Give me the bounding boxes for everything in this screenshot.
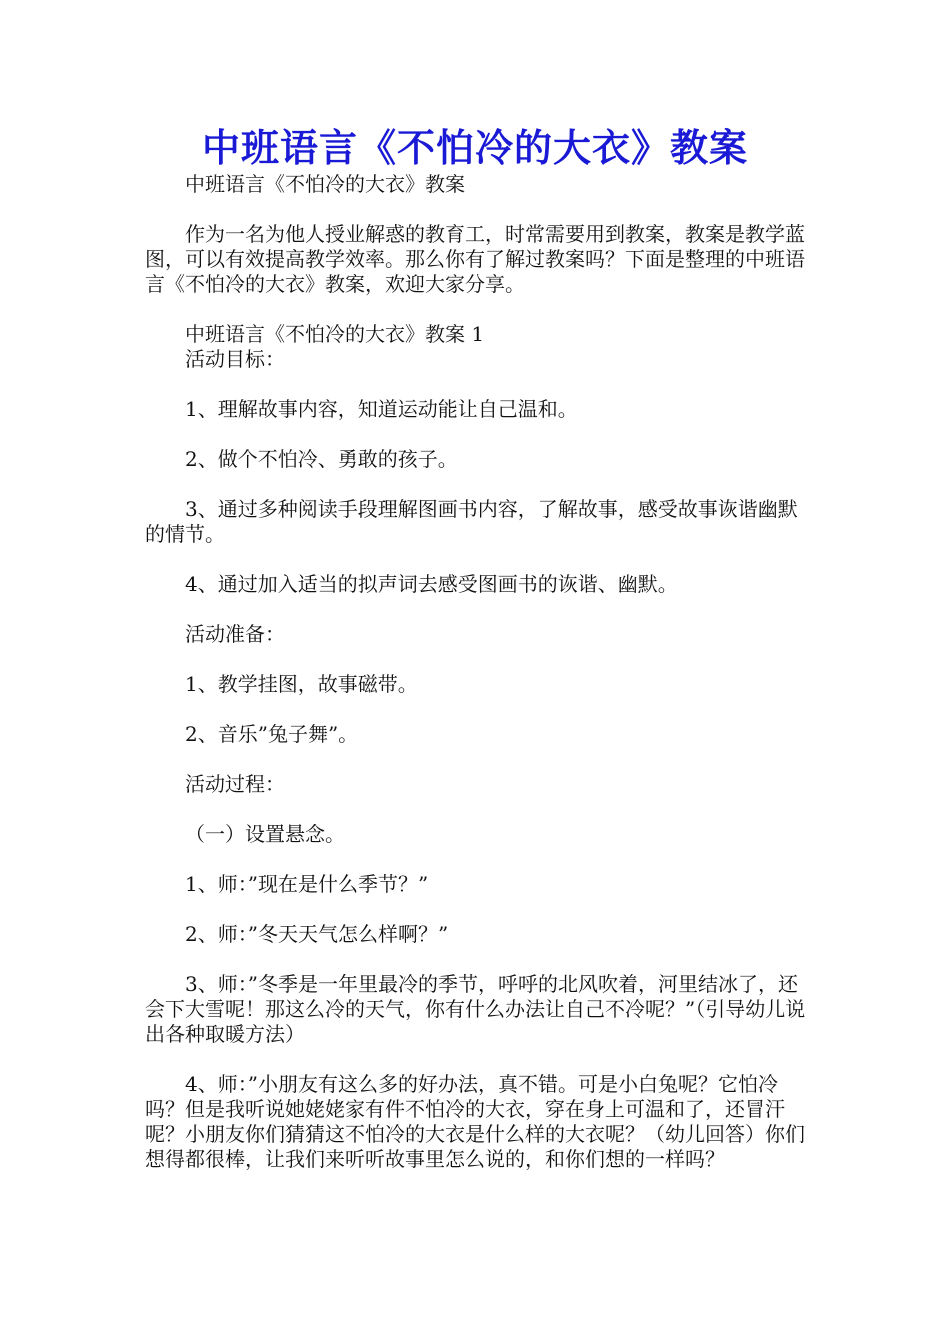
section-heading: 中班语言《不怕冷的大衣》教案 1 (185, 322, 485, 346)
process-item: 4、师：”小朋友有这么多的好办法，真不错。可是小白兔呢？它怕冷吗？但是我听说她姥姥家有件不怕冷的大衣，穿在身上可温和了，还冒汗呢？小朋友你们猜猜这不怕冷的大衣是什么样的大衣呢？（幼儿回答）你们想得都很棒，让我们来听听故事里怎么说的，和你们想的一样吗？ (145, 1072, 805, 1171)
goal-item: 4、通过加入适当的拟声词去感受图画书的诙谐、幽默。 (185, 572, 678, 596)
process-item: 1、师：”现在是什么季节？” (185, 872, 429, 896)
goals-label: 活动目标： (185, 347, 285, 371)
process-label: 活动过程： (185, 772, 285, 796)
goal-item: 1、理解故事内容，知道运动能让自己温和。 (185, 397, 578, 421)
goal-item: 3、通过多种阅读手段理解图画书内容，了解故事，感受故事诙谐幽默的情节。 (145, 497, 798, 546)
process-item: 2、师：”冬天天气怎么样啊？” (185, 922, 449, 946)
process-step: （一）设置悬念。 (185, 822, 345, 846)
prep-item: 2、音乐”兔子舞”。 (185, 722, 359, 746)
intro-paragraph: 作为一名为他人授业解惑的教育工，时常需要用到教案，教案是教学蓝图，可以有效提高教学效率。那么你有了解过教案吗？下面是整理的中班语言《不怕冷的大衣》教案，欢迎大家分享。 (145, 222, 805, 296)
document-body (145, 172, 810, 1172)
process-item: 3、师：”冬季是一年里最冷的季节，呼呼的北风吹着，河里结冰了，还会下大雪呢！那这么冷的天气，你有什么办法让自己不冷呢？”（引导幼儿说出各种取暖方法） (145, 972, 806, 1046)
subtitle: 中班语言《不怕冷的大衣》教案 (185, 172, 465, 196)
document-title: 中班语言《不怕冷的大衣》教案 (201, 125, 748, 170)
prep-item: 1、教学挂图，故事磁带。 (185, 672, 418, 696)
goal-item: 2、做个不怕冷、勇敢的孩子。 (185, 447, 458, 471)
prep-label: 活动准备： (185, 622, 285, 646)
